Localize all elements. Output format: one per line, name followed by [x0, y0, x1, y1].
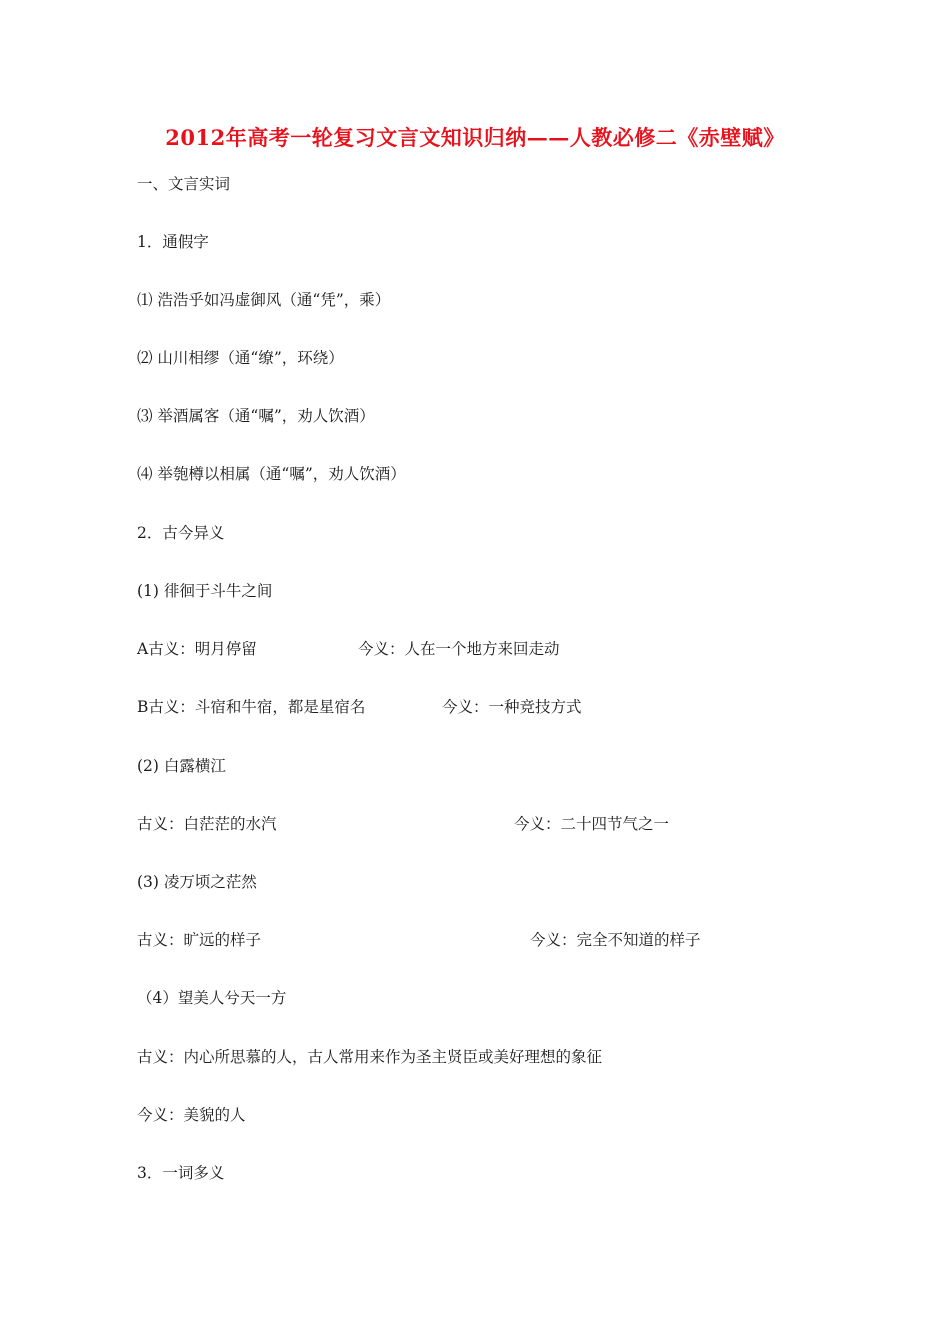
gujin-item-1-b-jin: 今义：一种竞技方式: [442, 698, 582, 716]
tongjia-item-2: ⑵ 山川相缪（通“缭”，环绕）: [137, 349, 344, 367]
gujin-item-1-a-gu: A古义：明月停留: [137, 640, 257, 658]
tongjia-item-3: ⑶ 举酒属客（通“嘱”，劝人饮酒）: [137, 407, 375, 425]
document-title: 2012年高考一轮复习文言文知识归纳——人教必修二《赤壁赋》: [165, 125, 785, 150]
gujin-item-1-label: (1) 徘徊于斗牛之间: [137, 582, 273, 600]
section-heading-wenyan-shici: 一、文言实词: [137, 175, 231, 193]
subheading-yiciduoyi: 3．一词多义: [137, 1164, 225, 1182]
gujin-item-2-gu: 古义：白茫茫的水汽: [137, 815, 277, 833]
gujin-item-1-a-jin: 今义：人在一个地方来回走动: [358, 640, 560, 658]
gujin-item-2-jin: 今义：二十四节气之一: [514, 815, 670, 833]
gujin-item-3-gu: 古义：旷远的样子: [137, 931, 262, 949]
gujin-item-3-label: (3) 凌万顷之茫然: [137, 873, 257, 891]
subheading-gujinyiyi: 2．古今异义: [137, 524, 225, 542]
gujin-item-1-b-gu: B古义：斗宿和牛宿，都是星宿名: [137, 698, 366, 716]
gujin-item-4-jin: 今义：美貌的人: [137, 1106, 246, 1124]
tongjia-item-1: ⑴ 浩浩乎如冯虚御风（通“凭”，乘）: [137, 291, 391, 309]
gujin-item-4-label: （4）望美人兮天一方: [137, 989, 287, 1007]
tongjia-item-4: ⑷ 举匏樽以相属（通“嘱”，劝人饮酒）: [137, 465, 406, 483]
subheading-tongjiazi: 1．通假字: [137, 233, 209, 251]
gujin-item-2-label: (2) 白露横江: [137, 757, 226, 775]
gujin-item-4-gu: 古义：内心所思慕的人，古人常用来作为圣主贤臣或美好理想的象征: [137, 1048, 603, 1066]
gujin-item-3-jin: 今义：完全不知道的样子: [530, 931, 701, 949]
